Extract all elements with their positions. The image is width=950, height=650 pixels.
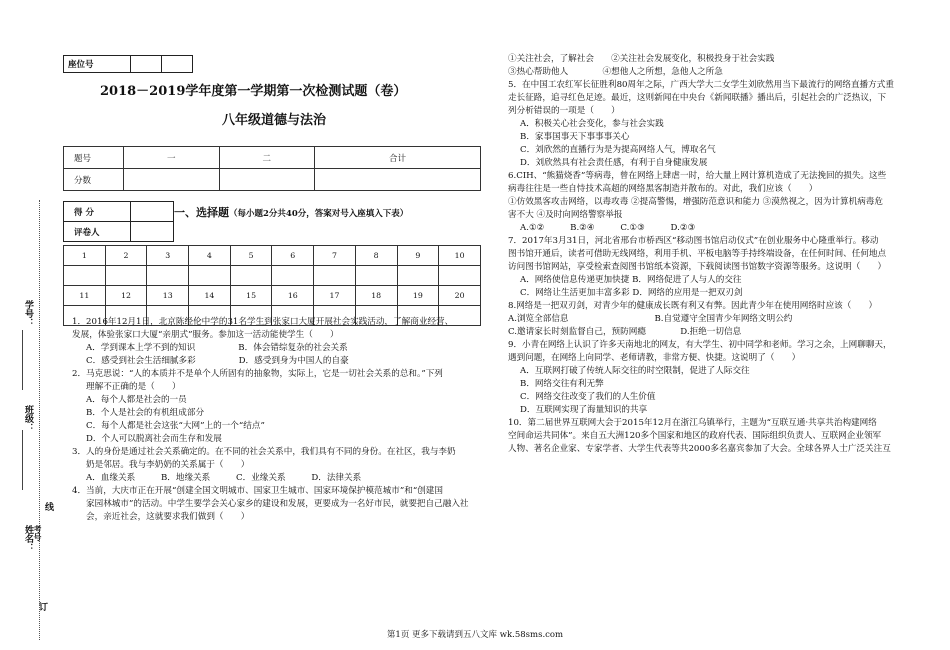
answer-option: A.①② B.②④ C.①③ D.②③ [520, 223, 696, 233]
question-number: 20 [439, 286, 481, 306]
question-line: 访问图书馆网站，享受检索查阅图书馆纸本资源，下载阅读图书馆数字资源等服务。这说明（ ） [508, 262, 887, 272]
right-question-column [508, 53, 894, 456]
answer-option: A．网络使信息传递更加快捷 B．网络促进了人与人的交往 [520, 275, 742, 285]
score-table [63, 146, 481, 191]
answer-option: C．刘欣然的直播行为是为提高网络人气，博取名气 [520, 145, 716, 155]
answer-cell[interactable] [439, 266, 481, 286]
seat-number-box [63, 55, 193, 73]
question-number: 10 [439, 246, 481, 266]
question-number: 5 [230, 246, 272, 266]
question-line: 家园林城市”的活动。中学生要学会关心家乡的建设和发展，更要成为一名好市民，就要把自己融入社 [86, 499, 469, 509]
exam-title: 2018－2019学年度第一学期第一次检测试题（卷） [100, 84, 407, 99]
question-line: 1．2016年12月1日，北京陈经伦中学的31名学生到张家口大厦开展社会实践活动，了解商业经营、 [72, 317, 454, 327]
page-footer: 第1页 更多下载请到五八文库 wk.58sms.com [386, 630, 564, 640]
question-line: 9．小青在网络上认识了许多天南地北的网友，有大学生、初中同学和老师。学习之余，上网聊聊天， [508, 340, 892, 350]
question-number: 17 [314, 286, 356, 306]
question-number: 15 [230, 286, 272, 306]
answer-grid-answer-row [64, 266, 481, 286]
score-table-header-row [64, 147, 481, 169]
question-line: 奶是邻居。我与李奶奶的关系属于（ ） [86, 460, 250, 470]
question-line: 3．人的身份是通过社会关系确定的。在不同的社会关系中，我们具有不同的身份。在社区，我与李奶 [72, 447, 456, 457]
question-number: 11 [64, 286, 106, 306]
score-table-cell: 题号 [64, 147, 124, 169]
question-line: 走长征路，追寻红色足迹。最近，这则新闻在中央台《新闻联播》播出后，引起社会的广泛热议，下 [508, 93, 887, 103]
question-line: 6.CIH、“熊猫烧香”等病毒，曾在网络上肆虐一时，给大量上网计算机造成了无法挽回的损失。这些 [508, 171, 887, 181]
section-heading [174, 201, 408, 220]
section-score-cell[interactable] [131, 202, 174, 222]
seal-line-marker: 线 [43, 502, 53, 511]
question-line: 害不大 ④及时向网络警察举报 [508, 210, 623, 220]
answer-grid-number-row [64, 286, 481, 306]
answer-cell[interactable] [189, 266, 231, 286]
section-title: 一、选择题 [174, 206, 229, 219]
question-number: 14 [189, 286, 231, 306]
question-number: 3 [147, 246, 189, 266]
score-input-cell[interactable] [315, 169, 481, 191]
class-label: 班级： [23, 405, 33, 432]
question-line: ①仿效黑客攻击网络，以毒攻毒 ②提高警惕，增强防范意识和能力 ③漠然视之，因为计算机病毒危 [508, 197, 883, 207]
left-question-column [72, 316, 469, 524]
question-number: 9 [397, 246, 439, 266]
question-number: 12 [105, 286, 147, 306]
question-line: 人物、著名企业家、专家学者、大学生代表等共2000多名嘉宾参加了大会。全球各界人士广泛关注互 [508, 444, 891, 454]
score-label: 得 分 [64, 202, 131, 222]
question-line: 发展，体验张家口大厦“亲朋式”服务。参加这一活动能使学生（ ） [72, 330, 339, 340]
answer-option: C.邀请家长时刻监督自己，预防网瘾 D.拒绝一切信息 [508, 327, 742, 337]
question-line: 图书馆开通后，读者可借助无线网络，利用手机、平板电脑等手持终端设备，在任何时间、任何地点 [508, 249, 887, 259]
answer-option: C．每个人都是社会这张“大网”上的一个“结点” [86, 421, 265, 431]
seat-number-label: 座位号 [64, 56, 131, 73]
score-table-cell: 一 [124, 147, 220, 169]
question-line: 病毒往往是一些自恃技术高超的网络黑客制造并散布的。对此，我们应该（ ） [508, 184, 818, 194]
answer-grid [63, 245, 481, 326]
answer-option: C．网络让生活更加丰富多彩 D．网络的应用是一把双刃剑 [520, 288, 743, 298]
answer-option: ①关注社会，了解社会 ②关注社会发展变化，积极投身于社会实践 [508, 54, 775, 64]
student-id-blank[interactable] [22, 330, 24, 390]
answer-option: A．学到课本上学不到的知识 B．体会错综复杂的社会关系 [86, 343, 348, 353]
answer-cell[interactable] [397, 266, 439, 286]
question-line: 遇到问题，在网络上向同学、老师请教，非常方便、快捷。这说明了（ ） [508, 353, 801, 363]
answer-cell[interactable] [355, 266, 397, 286]
seat-number-cell[interactable] [162, 56, 193, 73]
seat-no-label: 考号 [33, 525, 43, 541]
answer-cell[interactable] [147, 266, 189, 286]
score-table-cell: 分数 [64, 169, 124, 191]
answer-option: D．互联网实现了海量知识的共享 [520, 405, 648, 415]
question-line: 空间命运共同体”。来自五大洲120多个国家和地区的政府代表、国际组织负责人、互联网企业领军 [508, 431, 882, 441]
score-table-score-row [64, 169, 481, 191]
grader-label: 评卷人 [64, 222, 131, 242]
question-number: 16 [272, 286, 314, 306]
answer-option: B．家事国事天下事事事关心 [520, 132, 630, 142]
answer-option: C．网络交往改变了我们的人生价值 [520, 392, 656, 402]
question-line: 2．马克思说：“人的本质并不是单个人所固有的抽象物，实际上，它是一切社会关系的总和。”下列 [72, 369, 443, 379]
question-number: 4 [189, 246, 231, 266]
score-table-cell: 合计 [315, 147, 481, 169]
question-number: 18 [355, 286, 397, 306]
question-line: 10．第二届世界互联网大会于2015年12月在浙江乌镇举行，主题为“互联互通·共享共治构建网络 [508, 418, 877, 428]
answer-cell[interactable] [105, 266, 147, 286]
question-number: 7 [314, 246, 356, 266]
score-input-cell[interactable] [124, 169, 220, 191]
answer-option: D．个人可以脱离社会而生存和发展 [86, 434, 222, 444]
question-number: 1 [64, 246, 106, 266]
score-table-cell: 二 [219, 147, 315, 169]
exam-subtitle: 八年级道德与法治 [222, 113, 327, 128]
binding-marker: 订 [37, 602, 47, 611]
question-line: 列分析错误的一项是（ ） [508, 106, 620, 116]
question-line: 8.网络是一把双刃剑，对青少年的健康成长既有利又有弊。因此青少年在使用网络时应该（ ） [508, 301, 878, 311]
answer-cell[interactable] [230, 266, 272, 286]
student-id-label: 学号： [23, 300, 33, 327]
question-number: 8 [355, 246, 397, 266]
question-number: 19 [397, 286, 439, 306]
class-blank[interactable] [22, 430, 24, 490]
name-label: 姓名： [23, 525, 33, 552]
question-number: 13 [147, 286, 189, 306]
question-line: 会，亲近社会，这就要求我们做到（ ） [86, 512, 250, 522]
question-line: 理解不正确的是（ ） [86, 382, 181, 392]
answer-option: A．血缘关系 B．地缘关系 C．业缘关系 D．法律关系 [86, 473, 362, 483]
question-number: 6 [272, 246, 314, 266]
grader-box [63, 201, 174, 242]
answer-option: B．网络交往有利无弊 [520, 379, 604, 389]
question-line: 4．当前，大庆市正在开展“创建全国文明城市、国家卫生城市、国家环境保护模范城市”和“创建国 [72, 486, 443, 496]
answer-cell[interactable] [64, 266, 106, 286]
question-line: 7．2017年3月31日，河北省邢台市桥西区“移动图书馆启动仪式”在创业服务中心隆重举行。移动 [508, 236, 879, 246]
seat-number-cell[interactable] [131, 56, 162, 73]
answer-option: A.浏览全部信息 B.自觉遵守全国青少年网络文明公约 [508, 314, 793, 324]
answer-option: D．刘欣然具有社会责任感，有利于自身健康发展 [520, 158, 708, 168]
answer-option: ③热心帮助他人 ④想他人之所想，急他人之所急 [508, 67, 723, 77]
grader-name-cell[interactable] [131, 222, 174, 242]
section-note: （每小题2分共40分，答案对号入座填入下表） [229, 209, 409, 219]
answer-option: C．感受到社会生活细腻多彩 D．感受到身为中国人的自豪 [86, 356, 349, 366]
answer-option: A．积极关心社会变化，参与社会实践 [520, 119, 664, 129]
answer-option: A．互联网打破了传统人际交往的时空限制，促进了人际交往 [520, 366, 750, 376]
question-number: 2 [105, 246, 147, 266]
binding-line [39, 200, 40, 640]
score-input-cell[interactable] [219, 169, 315, 191]
answer-option: A．每个人都是社会的一员 [86, 395, 187, 405]
answer-cell[interactable] [272, 266, 314, 286]
answer-grid-number-row [64, 246, 481, 266]
answer-cell[interactable] [314, 266, 356, 286]
question-line: 5．在中国工农红军长征胜利80周年之际，广西大学大二女学生刘欣然用当下最流行的网络直播方式重 [508, 80, 894, 90]
answer-option: B．个人是社会的有机组成部分 [86, 408, 205, 418]
